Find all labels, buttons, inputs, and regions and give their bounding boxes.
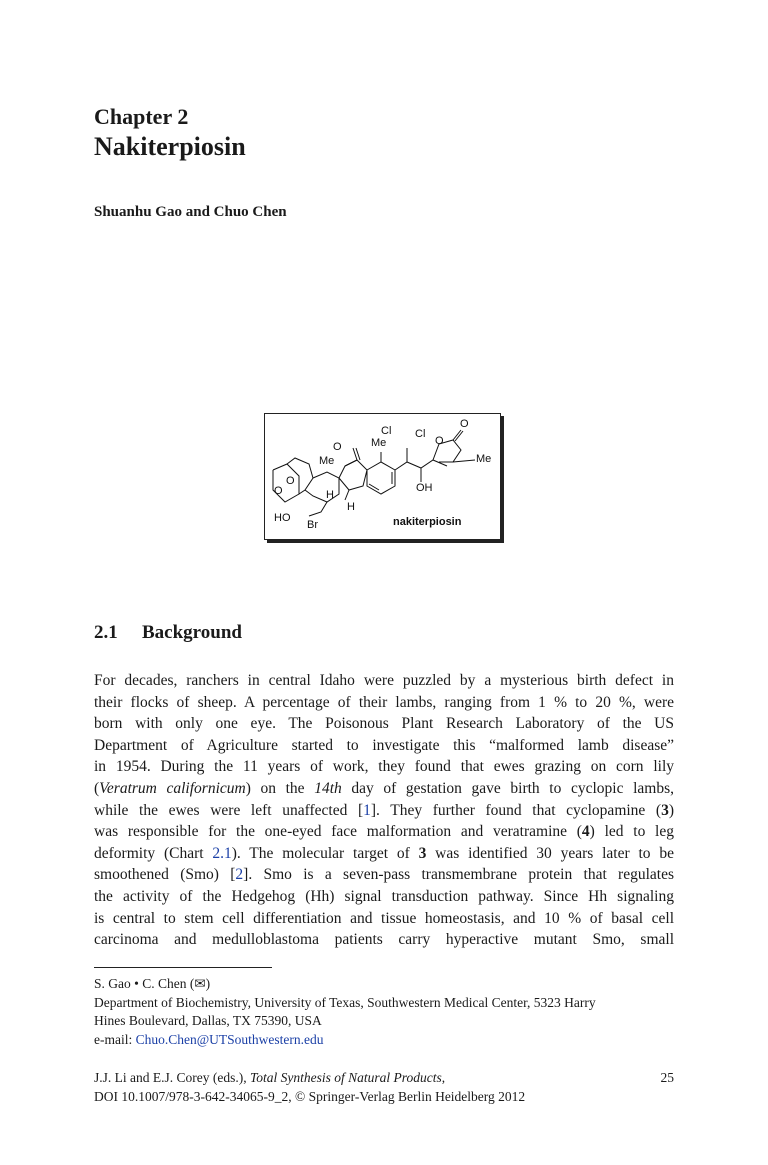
paragraph-line: their flocks of sheep. A percentage of their lambs, ranging from 1 % to 20 %, were — [94, 693, 674, 711]
chlorine-label-left: Cl — [381, 425, 392, 437]
envelope-icon: ✉ — [194, 976, 206, 991]
hydrogen-label-right: H — [347, 501, 355, 513]
ring-oxygen-label: O — [274, 485, 283, 497]
author-footnote — [94, 975, 694, 1049]
text-run: ]. They further found that cyclopamine ( — [370, 801, 662, 819]
paragraph-line — [94, 800, 674, 822]
methyl-label-upper: Me — [371, 437, 387, 449]
paragraph-line — [94, 843, 674, 865]
doi-text: DOI 10.1007/978-3-642-34065-9_2, — [94, 1088, 295, 1104]
text-run: ) — [668, 801, 675, 819]
doi-line — [94, 1088, 674, 1107]
email-link[interactable]: Chuo.Chen@UTSouthwestern.edu — [135, 1031, 324, 1047]
chapter-title: Nakiterpiosin — [94, 132, 246, 161]
footnote-divider — [94, 967, 272, 968]
text-run: ]. Smo is a seven-pass transmembrane protein that regulates — [243, 866, 674, 884]
copyright-icon: © — [294, 1088, 306, 1104]
text-run: was responsible for the one-eyed face malformation and veratramine ( — [94, 823, 582, 841]
emphasis-text: 14th — [314, 779, 342, 797]
paragraph-line — [94, 821, 674, 843]
hydroxy-label: HO — [274, 512, 291, 524]
chemical-structure-drawing — [265, 414, 500, 539]
footnote-address: Hines Boulevard, Dallas, TX 75390, USA — [94, 1013, 322, 1028]
nakiterpiosin-structure-figure — [264, 413, 501, 540]
footnote-email — [94, 1031, 694, 1050]
text-run: deformity (Chart — [94, 844, 213, 862]
text-run: ) on the — [245, 779, 315, 797]
paragraph-line: born with only one eye. The Poisonous Plant Research Laboratory of the US — [94, 715, 674, 733]
ketone-oxygen-label: O — [333, 441, 342, 453]
footnote-affiliation: Department of Biochemistry, University of Texas, Southwestern Medical Center, 5323 Harry — [94, 994, 596, 1010]
methyl-label-mid: Me — [319, 455, 335, 467]
citation-link[interactable]: 2 — [235, 866, 244, 884]
paragraph-line — [94, 778, 674, 800]
footnote-authors — [94, 975, 694, 994]
chapter-label: Chapter 2 — [94, 104, 189, 129]
section-title: Background — [142, 622, 242, 643]
citation-link[interactable]: 1 — [363, 801, 371, 819]
background-paragraph — [94, 670, 674, 951]
text-run: J.J. Li and E.J. Corey (eds.), — [94, 1070, 250, 1085]
paragraph-line: is central to stem cell differentiation and tissue homeostasis, and 10 % of basal cell — [94, 909, 674, 927]
paragraph-line: the activity of the Hedgehog (Hh) signal transduction pathway. Since Hh signaling — [94, 887, 674, 905]
paragraph-line: carcinoma and medulloblastoma patients carry hyperactive mutant Smo, small — [94, 931, 674, 949]
structure-atom-labels — [274, 418, 491, 531]
compound-number: 3 — [661, 801, 669, 819]
section-number: 2.1 — [94, 622, 118, 643]
lactone-ring-oxygen-label: O — [435, 435, 444, 447]
text-run: while the ewes were left unaffected [ — [94, 801, 364, 819]
bridge-oxygen-label: O — [286, 475, 295, 487]
species-name: Veratrum californicum — [99, 779, 246, 797]
chart-link[interactable]: 2.1 — [212, 844, 232, 862]
book-title: Total Synthesis of Natural Products — [249, 1070, 442, 1085]
text-run: ). The molecular target of — [231, 844, 419, 862]
compound-name-label: nakiterpiosin — [393, 516, 462, 528]
text-run: smoothened (Smo) [ — [94, 866, 236, 884]
chlorine-label-right: Cl — [415, 428, 426, 440]
paragraph-line: For decades, ranchers in central Idaho were puzzled by a mysterious birth defect in — [94, 672, 674, 689]
paragraph-line: in 1954. During the 11 years of work, they found that ewes grazing on corn lily — [94, 758, 674, 776]
text-run: S. Gao • C. Chen ( — [94, 976, 195, 991]
text-run: ( — [94, 779, 100, 797]
bromine-label: Br — [307, 519, 318, 531]
text-run: day of gestation gave birth to cyclopic lambs, — [341, 779, 674, 797]
methyl-label-right: Me — [476, 453, 492, 465]
text-run: , — [441, 1070, 446, 1085]
compound-number: 4 — [581, 823, 590, 841]
text-run: was identified 30 years later to be — [426, 844, 674, 862]
section-heading — [94, 622, 242, 644]
text-run: ) — [205, 976, 211, 991]
hydrogen-label-left: H — [326, 489, 334, 501]
text-run: ) led to leg — [589, 823, 674, 841]
compound-number: 3 — [418, 844, 427, 862]
hydroxyl-label: OH — [416, 482, 433, 494]
paragraph-line — [94, 864, 674, 886]
paragraph-line: Department of Agriculture started to investigate this “malformed lamb disease” — [94, 736, 674, 754]
page-number: 25 — [660, 1070, 674, 1085]
book-citation — [94, 1069, 674, 1088]
page-footer — [94, 1069, 674, 1106]
lactone-carbonyl-oxygen-label: O — [460, 418, 469, 430]
email-label: e-mail: — [94, 1031, 136, 1047]
text-run: Springer-Verlag Berlin Heidelberg 2012 — [305, 1088, 526, 1104]
chapter-authors: Shuanhu Gao and Chuo Chen — [94, 204, 287, 220]
